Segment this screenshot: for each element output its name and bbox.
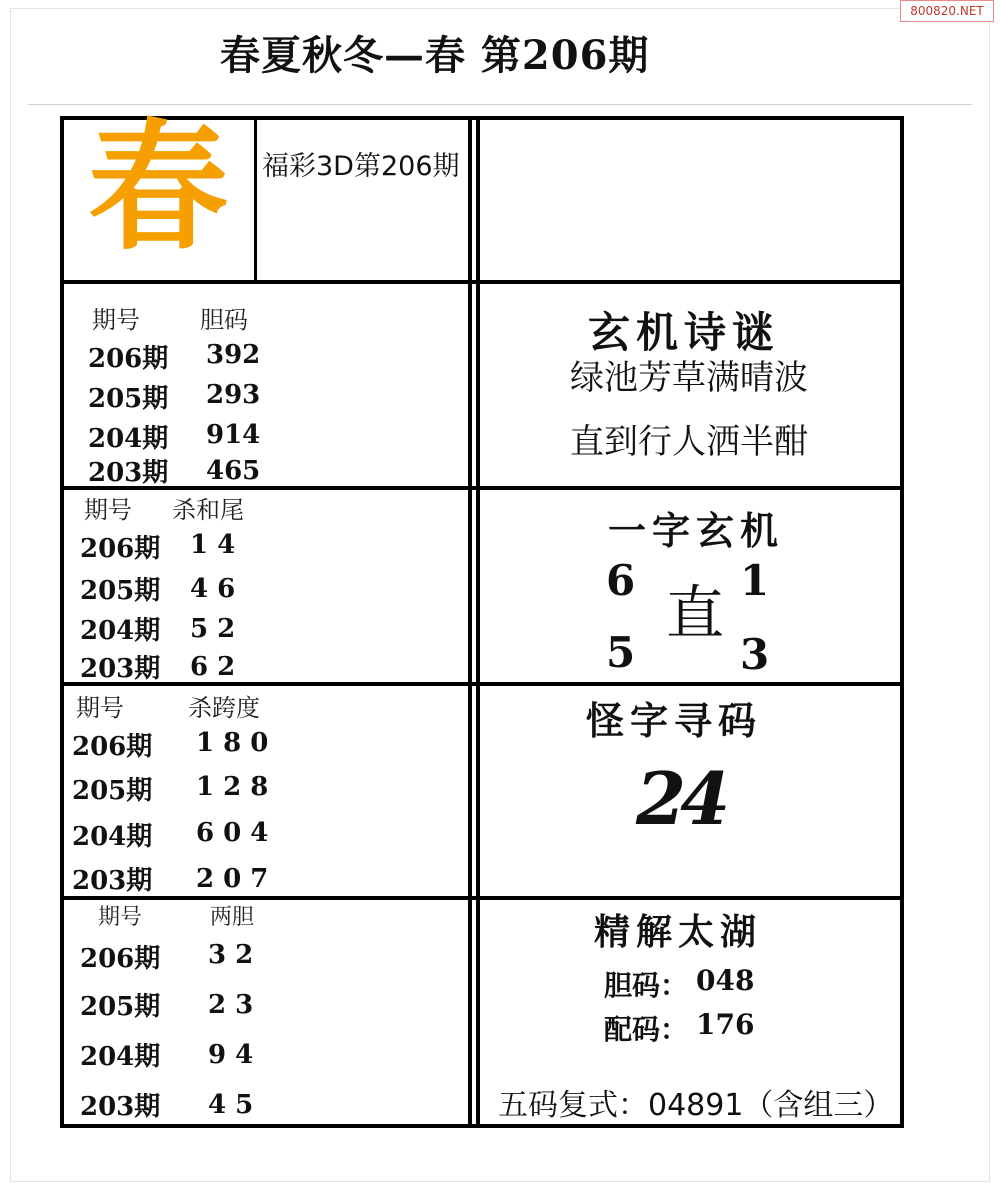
shahe-row-value: 4 6 <box>190 574 236 604</box>
poem-line-1: 绿池芳草满晴波 <box>570 358 808 398</box>
watermark: 800820.NET <box>900 0 994 22</box>
liangdan-row-value: 3 2 <box>208 940 254 970</box>
top-cell-divider <box>254 116 257 282</box>
shakua-row-value: 1 2 8 <box>196 772 269 802</box>
row-divider-3 <box>60 682 904 686</box>
liangdan-row-period: 204期 <box>80 1042 161 1072</box>
center-divider-left <box>468 116 472 1128</box>
dan-row-value: 293 <box>206 380 261 410</box>
liangdan-row-period: 205期 <box>80 992 161 1022</box>
shahe-row-period: 206期 <box>80 534 161 564</box>
shahe-row-period: 205期 <box>80 576 161 606</box>
dan-row-period: 204期 <box>88 424 169 454</box>
row-divider-4 <box>60 896 904 900</box>
poem-title: 玄机诗谜 <box>588 308 781 357</box>
dan-header-value: 胆码 <box>200 306 248 334</box>
liangdan-header-period: 期号 <box>98 905 143 930</box>
shakua-header-period: 期号 <box>76 694 124 722</box>
center-divider-right <box>476 116 480 1128</box>
yizi-center-char: 直 <box>666 579 725 647</box>
dan-header-period: 期号 <box>92 306 140 334</box>
five-code-combo: 五码复式：04891（含组三） <box>498 1088 894 1123</box>
shakua-row-period: 206期 <box>72 732 153 762</box>
shakua-row-period: 203期 <box>72 866 153 896</box>
guaizi-title: 怪字寻码 <box>586 698 763 743</box>
guaizi-handwritten-number: 24 <box>636 756 725 841</box>
shahe-row-period: 204期 <box>80 616 161 646</box>
yizi-top-right: 1 <box>740 556 770 605</box>
spring-character: 春 <box>88 106 229 270</box>
page-title: 春夏秋冬—春 第206期 <box>220 32 650 79</box>
dan-row-period: 206期 <box>88 344 169 374</box>
dan-row-value: 914 <box>206 420 261 450</box>
liangdan-row-value: 2 3 <box>208 990 254 1020</box>
title-divider <box>28 104 972 105</box>
jingjie-dan-value: 048 <box>696 964 755 997</box>
liangdan-row-period: 203期 <box>80 1092 161 1122</box>
shakua-row-period: 205期 <box>72 776 153 806</box>
issue-label: 福彩3D第206期 <box>262 151 460 182</box>
shahe-row-period: 203期 <box>80 654 161 684</box>
liangdan-row-value: 9 4 <box>208 1040 254 1070</box>
shakua-row-value: 1 8 0 <box>196 728 269 758</box>
shakua-row-value: 6 0 4 <box>196 818 269 848</box>
poem-line-2: 直到行人洒半酣 <box>570 422 808 462</box>
dan-row-period: 205期 <box>88 384 169 414</box>
yizi-bottom-right: 3 <box>740 630 770 679</box>
row-divider-1 <box>60 280 904 284</box>
shahe-header-period: 期号 <box>84 496 132 524</box>
yizi-title: 一字玄机 <box>608 508 785 553</box>
dan-row-value: 465 <box>206 456 261 486</box>
jingjie-pei-label: 配码： <box>604 1013 689 1046</box>
shakua-header-value: 杀跨度 <box>188 694 260 722</box>
liangdan-row-value: 4 5 <box>208 1090 254 1120</box>
yizi-bottom-left: 5 <box>606 628 636 677</box>
shakua-row-value: 2 0 7 <box>196 864 269 894</box>
shakua-row-period: 204期 <box>72 822 153 852</box>
jingjie-pei-value: 176 <box>696 1008 755 1041</box>
jingjie-title: 精解太湖 <box>594 911 763 953</box>
dan-row-value: 392 <box>206 340 261 370</box>
shahe-row-value: 1 4 <box>190 530 236 560</box>
dan-row-period: 203期 <box>88 458 169 488</box>
shahe-row-value: 5 2 <box>190 614 236 644</box>
shahe-row-value: 6 2 <box>190 652 236 682</box>
liangdan-row-period: 206期 <box>80 944 161 974</box>
yizi-top-left: 6 <box>606 556 636 605</box>
shahe-header-value: 杀和尾 <box>172 496 244 524</box>
jingjie-dan-label: 胆码： <box>604 969 689 1002</box>
liangdan-header-value: 两胆 <box>210 905 255 930</box>
